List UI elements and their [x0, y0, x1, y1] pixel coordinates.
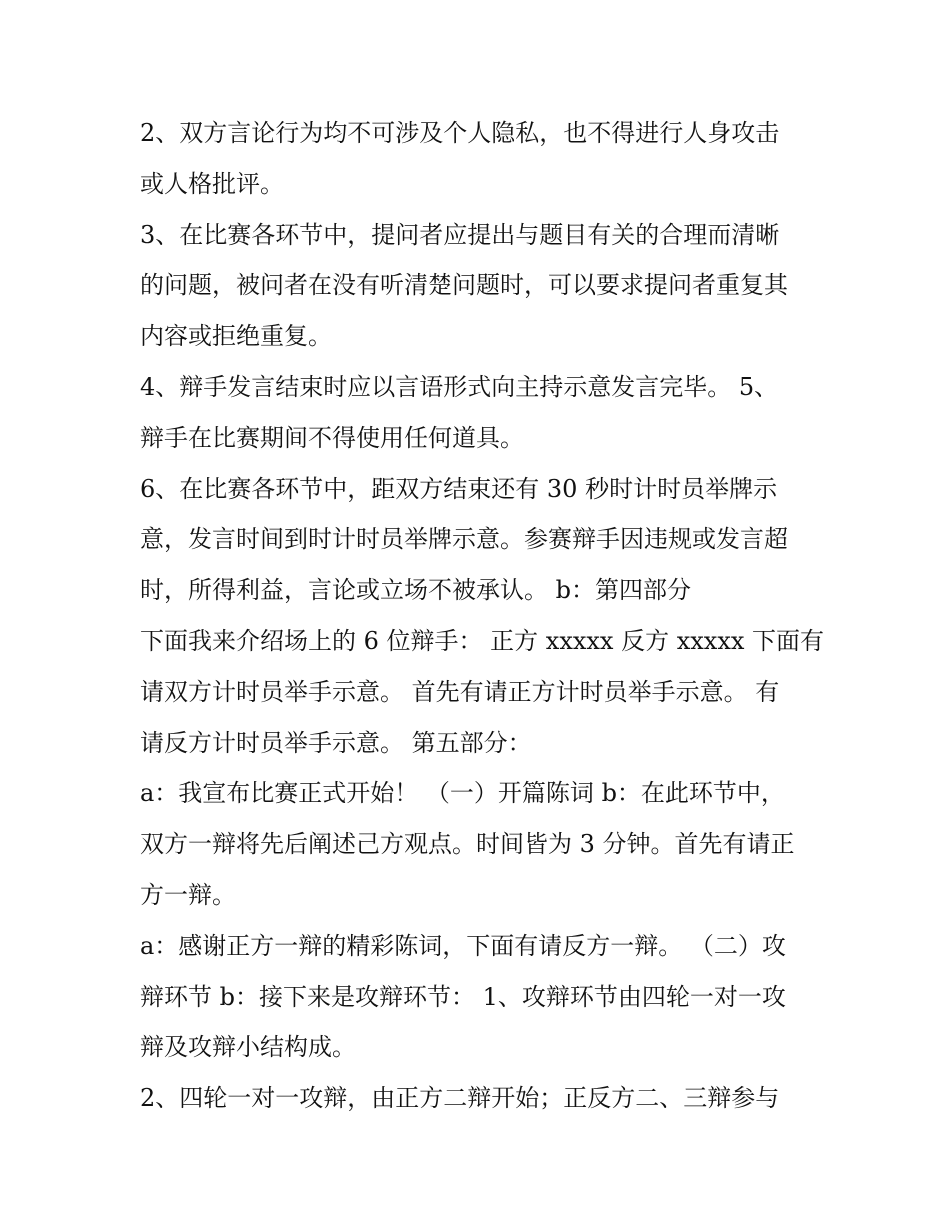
text-line: a：我宣布比赛正式开始！ （一）开篇陈词 b：在此环节中，: [140, 779, 785, 808]
text-line: 辩手在比赛期间不得使用任何道具。: [140, 423, 524, 452]
text-line: 时，所得利益，言论或立场不被承认。 b：第四部分: [140, 576, 691, 605]
text-line: 双方一辩将先后阐述己方观点。时间皆为 3 分钟。首先有请正: [140, 830, 795, 859]
text-line: 意，发言时间到时计时员举牌示意。参赛辩手因违规或发言超: [140, 525, 788, 554]
text-line: 或人格批评。: [140, 169, 284, 198]
text-line: 方一辩。: [140, 880, 236, 909]
text-line: 6、在比赛各环节中，距双方结束还有 30 秒时计时员举牌示: [140, 474, 778, 503]
text-line: 2、双方言论行为均不可涉及个人隐私，也不得进行人身攻击: [140, 119, 780, 147]
text-line: 请双方计时员举手示意。 首先有请正方计时员举手示意。 有: [140, 677, 780, 706]
text-line: 3、在比赛各环节中，提问者应提出与题目有关的合理而清晰: [140, 220, 780, 249]
text-line: 2、四轮一对一攻辩，由正方二辩开始；正反方二、三辩参与: [140, 1084, 780, 1113]
text-line: 内容或拒绝重复。: [140, 322, 332, 351]
text-line: 下面我来介绍场上的 6 位辩手： 正方 xxxxx 反方 xxxxx 下面有: [140, 626, 825, 655]
text-line: 4、辩手发言结束时应以言语形式向主持示意发言完毕。 5、: [140, 372, 779, 401]
text-line: 的问题，被问者在没有听清楚问题时，可以要求提问者重复其: [140, 271, 788, 300]
text-line: 请反方计时员举手示意。 第五部分：: [140, 728, 532, 757]
document-body: [140, 108, 830, 1124]
text-line: 辩环节 b：接下来是攻辩环节： 1、攻辩环节由四轮一对一攻: [140, 982, 786, 1011]
text-line: 辩及攻辩小结构成。: [140, 1033, 356, 1062]
text-line: a：感谢正方一辩的精彩陈词，下面有请反方一辩。 （二）攻: [140, 931, 786, 960]
